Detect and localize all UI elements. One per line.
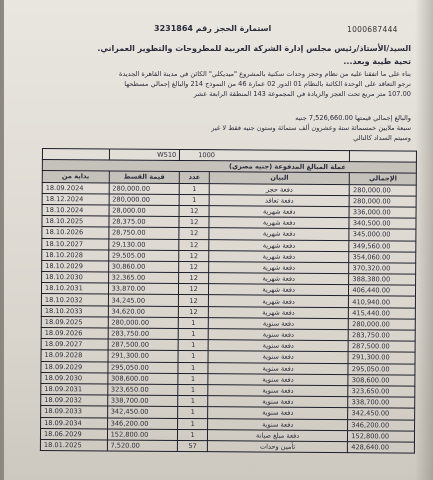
col-header-installment: قيمة القسط xyxy=(109,171,180,183)
cell-date: 18.09.2030 xyxy=(41,372,108,384)
cell-count: 1 xyxy=(178,351,208,362)
cell-count: 1 xyxy=(178,384,208,395)
cell-total: 336,000.00 xyxy=(349,207,416,219)
cell-date: 18.09.2029 xyxy=(41,361,108,373)
payment-intro-line: وسيتم السداد كالتالي xyxy=(353,134,411,142)
cell-date: 18.09.2025 xyxy=(41,316,108,328)
cell-total: 338,700.00 xyxy=(348,397,415,409)
greeting-line: تحية طيبة وبعد... xyxy=(343,57,411,66)
cell-date: 18.09.2034 xyxy=(41,417,108,429)
cell-count: 1 xyxy=(179,194,209,205)
document-page xyxy=(4,0,433,480)
cell-date: 18.10.2027 xyxy=(42,238,109,250)
cell-description: دفعة شهرية xyxy=(209,206,349,218)
cell-count: 1 xyxy=(179,183,209,194)
cell-count: 12 xyxy=(179,306,209,317)
cell-installment: 283,750.00 xyxy=(108,328,179,340)
cell-count: 12 xyxy=(179,217,209,228)
col-header-total: الإجمالي xyxy=(350,173,417,185)
cell-installment: 33,870.00 xyxy=(108,283,179,295)
cell-installment: 7,520.00 xyxy=(107,440,178,452)
cell-description: دفعة شهرية xyxy=(209,273,349,285)
cell-description: دفعة سنوية xyxy=(208,340,348,352)
cell-installment: 287,500.00 xyxy=(108,339,179,351)
cell-count: 1 xyxy=(178,362,208,373)
cell-description: دفعة سنوية xyxy=(208,407,348,419)
cell-date: 18.10.2030 xyxy=(42,272,109,284)
cell-total: 291,300.00 xyxy=(348,352,415,364)
cell-date: 18.09.2032 xyxy=(41,395,108,407)
cell-date: 18.09.2028 xyxy=(41,350,108,362)
cell-date: 18.09.2024 xyxy=(42,182,109,194)
cell-count: 1 xyxy=(179,317,209,328)
col-header-date: بداية من xyxy=(42,171,109,183)
cell-total: 342,450.00 xyxy=(348,408,415,420)
cell-installment: 280,000.00 xyxy=(109,183,180,195)
cell-installment: 291,300.00 xyxy=(108,350,179,362)
cell-count: 12 xyxy=(179,239,209,250)
schedule-code: W510 xyxy=(109,149,180,161)
cell-description: دفعة سنوية xyxy=(208,418,348,430)
cell-date: 18.10.2028 xyxy=(42,249,109,261)
cell-description: دفعة شهرية xyxy=(209,217,349,229)
currency-title: عملة المبالغ المدفوعة (جنيه مصري) xyxy=(42,160,416,174)
cell-description: دفعة شهرية xyxy=(209,239,349,251)
cell-count: 1 xyxy=(178,418,208,429)
cell-installment: 32,365.00 xyxy=(108,272,179,284)
cell-installment: 342,450.00 xyxy=(107,406,178,418)
cell-description: دفعة شهرية xyxy=(209,228,349,240)
cell-count: 12 xyxy=(179,284,209,295)
cell-count: 12 xyxy=(179,295,209,306)
cell-date: 18.10.2029 xyxy=(42,260,109,272)
cell-total: 370,320.00 xyxy=(349,263,416,275)
cell-total: 354,060.00 xyxy=(349,251,416,263)
cell-count: 12 xyxy=(179,205,209,216)
cell-description: دفعة سنوية xyxy=(208,373,348,385)
cell-date: 18.10.2031 xyxy=(41,283,108,295)
cell-total: 152,800.00 xyxy=(348,430,415,442)
cell-installment: 323,650.00 xyxy=(107,384,178,396)
cell-description: دفعة شهرية xyxy=(208,295,348,307)
cell-count: 1 xyxy=(178,328,208,339)
cell-description: دفعة سنوية xyxy=(208,351,348,363)
cell-count: 12 xyxy=(179,261,209,272)
cell-date: 18.10.2025 xyxy=(42,216,109,228)
cell-installment: 28,750.00 xyxy=(108,227,179,239)
cell-date: 18.06.2029 xyxy=(40,428,107,440)
cell-total: 340,500.00 xyxy=(349,218,416,230)
cell-date: 18.10.2032 xyxy=(41,294,108,306)
col-header-description: البيان xyxy=(209,172,349,184)
cell-description: دفعة سنوية xyxy=(208,317,348,329)
cell-total: 415,440.00 xyxy=(349,307,416,319)
cell-date: 18.09.2027 xyxy=(41,339,108,351)
cell-total: 406,440.00 xyxy=(349,285,416,297)
body-line-3: 107.00 متر مربع تحت العجز والزيادة في المجموعة 143 المنطقة الرابعة عشر xyxy=(193,90,411,98)
cell-description: دفعة سنوية xyxy=(208,385,348,397)
cell-count: 1 xyxy=(178,396,208,407)
cell-date: 18.09.2026 xyxy=(41,327,108,339)
cell-count: 1 xyxy=(178,373,208,384)
cell-installment: 34,245.00 xyxy=(108,294,179,306)
cell-description: دفعة شهرية xyxy=(208,306,348,318)
cell-date: 18.09.2033 xyxy=(41,406,108,418)
body-line-1: بناء على ما اتفقنا عليه من نظام وحجز وحدات سكنية بالمشروع "ميديكلي" الكائن في مدينة القاهرة الجديدة xyxy=(118,70,411,78)
cell-description: دفعة حجز xyxy=(209,183,349,195)
cell-description: دفعة سنوية xyxy=(208,362,348,374)
cell-count: 1 xyxy=(178,340,208,351)
cell-total: 283,750.00 xyxy=(349,330,416,342)
payment-schedule-table xyxy=(40,148,417,454)
table-row xyxy=(40,439,414,453)
cell-installment: 152,800.00 xyxy=(107,429,178,441)
cell-total: 388,380.00 xyxy=(349,274,416,286)
page-edge-shadow xyxy=(415,0,433,480)
cell-total: 295,050.00 xyxy=(348,363,415,375)
cell-date: 18.10.2024 xyxy=(42,204,109,216)
cell-total: 280,000.00 xyxy=(349,195,416,207)
cell-installment: 34,620.00 xyxy=(108,306,179,318)
body-line-2: نرجو التعاقد على الوحدة الكائنة بالنظام 01 الدور 02 عمارة 46 من النموذج 214 والبالغ إجمالي مسطحها xyxy=(124,80,411,88)
cell-description: دفعة شهرية xyxy=(208,284,348,296)
cell-total: 287,500.00 xyxy=(348,341,415,353)
cell-count: 1 xyxy=(178,407,208,418)
cell-count: 12 xyxy=(179,250,209,261)
cell-count: 12 xyxy=(179,228,209,239)
cell-installment: 338,700.00 xyxy=(107,395,178,407)
cell-description: دفعة سنوية xyxy=(208,329,348,341)
schedule-code-value: 1000 xyxy=(180,149,350,161)
cell-description: دفعة سنوية xyxy=(208,396,348,408)
cell-installment: 28,375.00 xyxy=(109,216,180,228)
cell-date: 18.10.2026 xyxy=(42,227,109,239)
cell-date: 18.10.2033 xyxy=(41,305,108,317)
cell-installment: 280,000.00 xyxy=(108,317,179,329)
cell-installment: 280,000.00 xyxy=(109,194,180,206)
cell-total: 345,000.00 xyxy=(349,229,416,241)
cell-total: 349,560.00 xyxy=(349,240,416,252)
cell-total: 308,600.00 xyxy=(348,374,415,386)
total-value-line: والبالغ إجمالي قيمتها 7,526,660.00 جنيه xyxy=(295,114,411,122)
cell-count: 57 xyxy=(178,440,208,451)
cell-description: دفعة مبلغ صيانة xyxy=(207,429,347,441)
cell-count: 1 xyxy=(178,429,208,440)
cell-total: 280,000.00 xyxy=(349,318,416,330)
cell-installment: 29,130.00 xyxy=(108,238,179,250)
addressee-line: السيد/الأستاذ/رئيس مجلس إدارة الشركة العربية للمطروحات والتطوير العمراني. xyxy=(97,44,411,53)
cell-total: 410,940.00 xyxy=(349,296,416,308)
cell-total: 323,650.00 xyxy=(348,386,415,398)
cell-description: تأمين وحدات xyxy=(207,441,347,453)
cell-date: 18.12.2024 xyxy=(42,193,109,205)
cell-installment: 295,050.00 xyxy=(108,362,179,374)
cell-installment: 28,000.00 xyxy=(109,205,180,217)
document-number: 1000687444 xyxy=(347,25,398,34)
cell-installment: 346,200.00 xyxy=(107,417,178,429)
cell-date: 18.09.2031 xyxy=(41,383,108,395)
col-header-count: عدد xyxy=(180,172,210,183)
cell-description: دفعة تعاقد xyxy=(209,194,349,206)
total-words-line: سبعة ملايين خمسمائة ستة وعشرون ألف ستمائة وستون جنيه فقط لا غير xyxy=(211,124,411,132)
cell-total: 280,000.00 xyxy=(350,184,417,196)
cell-installment: 29,505.00 xyxy=(108,250,179,262)
cell-description: دفعة شهرية xyxy=(209,262,349,274)
form-title: استمارة الحجز رقم 3231864 xyxy=(154,24,272,33)
cell-installment: 308,600.00 xyxy=(107,373,178,385)
cell-total: 346,200.00 xyxy=(348,419,415,431)
cell-total: 428,640.00 xyxy=(348,442,415,454)
cell-count: 12 xyxy=(179,273,209,284)
cell-description: دفعة شهرية xyxy=(209,250,349,262)
cell-installment: 30,860.00 xyxy=(108,261,179,273)
cell-date: 18.01.2025 xyxy=(40,439,107,451)
